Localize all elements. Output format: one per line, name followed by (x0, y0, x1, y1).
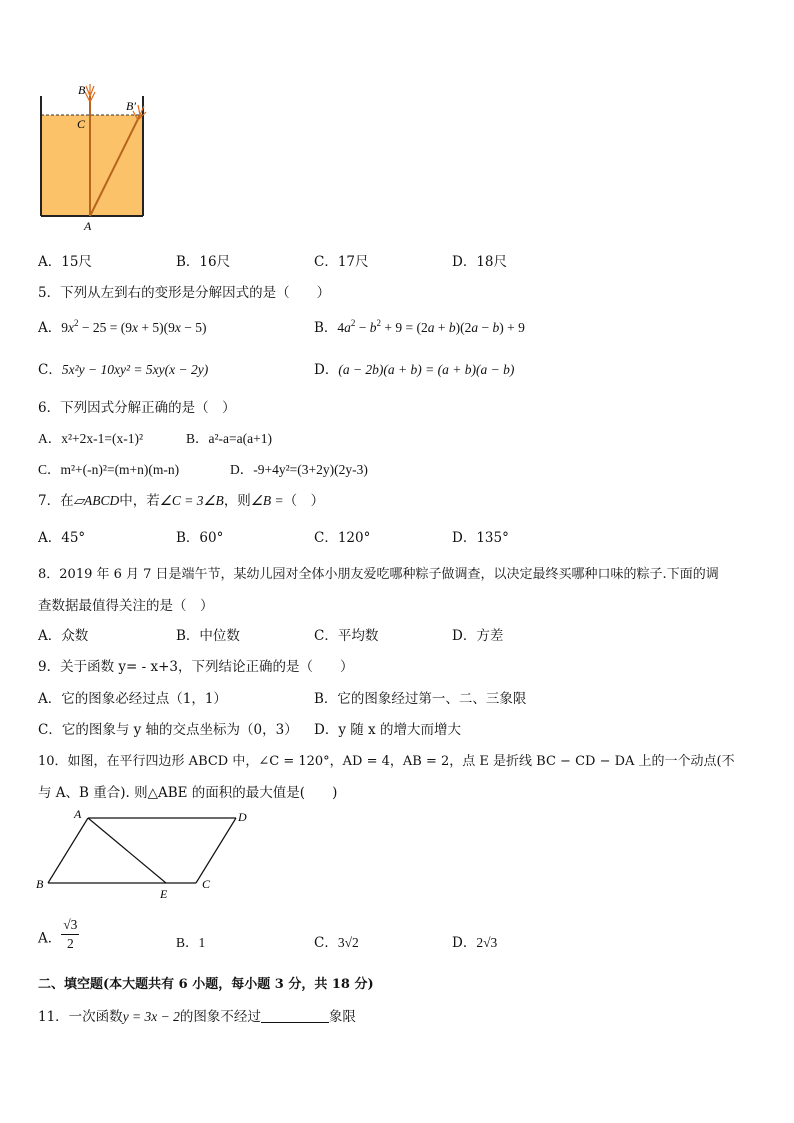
water (41, 115, 143, 215)
q9-option-b: B．它的图象经过第一、二、三象限 (314, 691, 527, 707)
q7-stem: 7．在▱ABCD中，若∠C = 3∠B，则∠B =（ ） (38, 493, 325, 509)
q6-option-b: B．a²-a=a(a+1) (186, 431, 272, 446)
q10-option-d: D．2√3 (452, 935, 498, 951)
q4-option-d: D．18尺 (452, 254, 508, 270)
q8-option-c: C．平均数 (314, 628, 379, 644)
q10-option-b: B．1 (176, 935, 206, 950)
label-b-prime: B′ (126, 99, 136, 113)
q9-stem: 9．关于函数 y= - x+3，下列结论正确的是（ ） (38, 659, 354, 675)
q4-option-c: C．17尺 (314, 254, 369, 270)
label-e: E (160, 887, 168, 901)
label-d: D (238, 810, 247, 824)
answer-blank[interactable] (261, 1010, 329, 1023)
q8-stem-line1: 8．2019 年 6 月 7 日是端午节，某幼儿园对全体小朋友爱吃哪种粽子做调查，以决定最终买哪种口味的粽子.下面的调 (38, 567, 719, 582)
q6-option-a: A．x²+2x-1=(x-1)² (38, 431, 144, 446)
reed-pond-figure (30, 82, 160, 232)
q5-stem: 5．下列从左到右的变形是分解因式的是（ ） (38, 285, 331, 301)
q7-option-d: D．135° (452, 530, 509, 546)
q6-option-c: C．m²+(-n)²=(m+n)(m-n) (38, 462, 180, 477)
parallelogram-figure (30, 806, 270, 902)
q8-option-a: A．众数 (38, 628, 89, 644)
q9-option-c: C．它的图象与 y 轴的交点坐标为（0，3） (38, 722, 298, 738)
q5-option-b: B．$4a^2 - b^2 + 9 = (2a + b)(2a - b) + 9$ (314, 318, 525, 336)
q10-stem-line1: 10．如图，在平行四边形 ABCD 中，∠C = 120°，AD = 4，AB = 2，点 E 是折线 BC − CD − DA 上的一个动点(不 (38, 754, 735, 769)
q4-option-a: A．15尺 (38, 254, 92, 270)
q5-option-c: C．5x²y − 10xy² = 5xy(x − 2y) (38, 362, 209, 378)
segment-ae (88, 818, 166, 883)
q10-stem-line2: 与 A、B 重合). 则△ABE 的面积的最大值是( ) (38, 785, 338, 801)
label-a: A (84, 219, 92, 232)
label-b: B (78, 83, 86, 97)
q7-option-b: B．60° (176, 530, 224, 546)
side-cd (196, 818, 236, 883)
q11-stem: 11．一次函数y = 3x − 2的图象不经过 象限 (38, 1009, 356, 1025)
q10-option-a: A． $\frac{√3}{2}$ (38, 917, 78, 951)
q8-stem-line2: 查数据最值得关注的是（ ） (38, 598, 214, 614)
side-ab (48, 818, 88, 883)
q8-option-b: B．中位数 (176, 628, 240, 644)
label-c: C (77, 117, 86, 131)
q7-option-a: A．45° (38, 530, 86, 546)
q5-option-a: A．$9x^2 - 25 = (9x + 5)(9x - 5)$ (38, 318, 207, 336)
q6-stem: 6．下列因式分解正确的是（ ） (38, 400, 236, 416)
label-c: C (202, 877, 211, 891)
q8-option-d: D．方差 (452, 628, 504, 644)
section-title: 二、填空题(本大题共有 6 小题，每小题 3 分，共 18 分) (38, 977, 374, 992)
q4-option-b: B．16尺 (176, 254, 231, 270)
q10-option-c: C．3√2 (314, 935, 359, 951)
label-a: A (74, 807, 82, 821)
q7-option-c: C．120° (314, 530, 371, 546)
q5-option-d: D．(a − 2b)(a + b) = (a + b)(a − b) (314, 362, 515, 378)
label-b: B (36, 877, 44, 891)
q9-option-a: A．它的图象必经过点（1，1） (38, 691, 227, 707)
q6-option-d: D．-9+4y²=(3+2y)(2y-3) (230, 462, 368, 477)
q9-option-d: D．y 随 x 的增大而增大 (314, 722, 461, 738)
